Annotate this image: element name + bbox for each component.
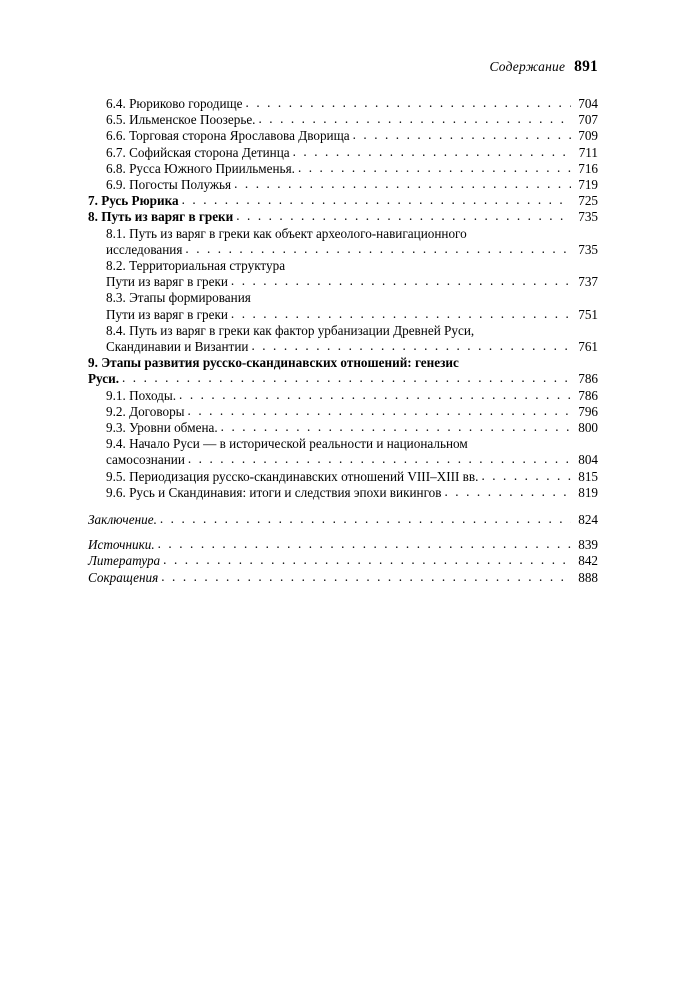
toc-entry-page-number: 815 — [578, 468, 598, 484]
toc-entry-label: Скандинавии и Византии — [106, 339, 249, 355]
toc-entry-line-final — [106, 339, 598, 355]
toc-entry-line-final — [106, 485, 598, 501]
dot-leader — [246, 95, 571, 111]
toc-entry-label: Пути из варяг в греки — [106, 274, 228, 290]
toc-entry-label: 8.2. Территориальная структура — [106, 258, 286, 274]
toc-entry-label: 9.2. Договоры — [106, 403, 185, 419]
toc-entry-label: 6.8. Русса Южного Приильменья. — [106, 160, 295, 176]
toc-entry-line-final — [106, 452, 598, 468]
toc-entry-label: 9.6. Русь и Скандинавия: итоги и следствия эпохи викингов — [106, 484, 442, 500]
toc-entry-page-number: 709 — [578, 128, 598, 144]
toc-entry[interactable] — [88, 537, 598, 553]
toc-entry[interactable] — [106, 128, 598, 144]
toc-entry-line-final — [106, 420, 598, 436]
dot-leader — [158, 536, 571, 552]
dot-leader — [258, 111, 571, 127]
toc-entry-line-final — [106, 177, 598, 193]
toc-entry-page-number: 786 — [578, 387, 598, 403]
toc-entry-label: исследования — [106, 241, 183, 257]
toc-entry-line-final — [106, 161, 598, 177]
toc-entry[interactable] — [106, 436, 598, 468]
toc-entry-line-final — [106, 388, 598, 404]
toc-entry-page-number: 842 — [578, 553, 598, 569]
dot-leader — [122, 370, 571, 386]
toc-entry-line-final — [106, 274, 598, 290]
dot-leader — [221, 419, 571, 435]
dot-leader — [188, 403, 571, 419]
toc-entry-label: Заключение. — [88, 512, 157, 528]
toc-entry-line-final — [106, 96, 598, 112]
toc-entry-label: 6.4. Рюриково городище — [106, 96, 243, 111]
toc-entry[interactable] — [106, 485, 598, 501]
toc-entry-page-number: 735 — [578, 241, 598, 257]
running-head-page-number: 891 — [574, 58, 598, 75]
dot-leader — [236, 208, 571, 224]
toc-entry[interactable] — [106, 420, 598, 436]
toc-entry-label: 6.9. Погосты Полужья — [106, 177, 232, 193]
toc-entry-label: 8.4. Путь из варяг в греки как фактор урбанизации Древней Руси, — [106, 322, 475, 338]
toc-entry-label: Руси. — [88, 371, 119, 387]
dot-leader — [160, 511, 571, 527]
dot-leader — [481, 468, 571, 484]
toc-entry-line-final — [88, 512, 598, 528]
toc-entry-page-number: 786 — [578, 371, 598, 387]
toc-entry-page-number: 804 — [578, 452, 598, 468]
toc-entry-line-final — [88, 209, 598, 225]
toc-entry-label: 8.1. Путь из варяг в греки как объект археолого-навигационного — [106, 225, 467, 241]
toc-entry[interactable] — [106, 323, 598, 355]
running-head — [88, 58, 598, 76]
toc-entry-line-final — [88, 371, 598, 387]
toc-entry-page-number: 888 — [578, 569, 598, 585]
dot-leader — [161, 569, 571, 585]
toc-entry-page-number: 819 — [578, 484, 598, 500]
toc-entry-line-final — [106, 112, 598, 128]
toc-entry-label: 9.3. Уровни обмена. — [106, 420, 218, 436]
toc-entry-page-number: 719 — [578, 177, 598, 193]
dot-leader — [231, 273, 571, 289]
toc-entry-label: 9.4. Начало Руси — в исторической реальности и национальном — [106, 436, 468, 452]
toc-entry-label: Источники. — [88, 537, 155, 553]
dot-leader — [179, 387, 571, 403]
toc-entry-page-number: 796 — [578, 403, 598, 419]
toc-entry-page-number: 761 — [578, 339, 598, 355]
dot-leader — [163, 552, 571, 568]
toc-entry-page-number: 711 — [578, 144, 598, 160]
toc-entry-label: 8.3. Этапы формирования — [106, 290, 251, 306]
dot-leader — [231, 306, 571, 322]
toc-entry-page-number: 707 — [578, 112, 598, 128]
dot-leader — [234, 176, 571, 192]
running-head-title: Содержание — [489, 59, 566, 74]
toc-entry[interactable] — [88, 570, 598, 586]
toc-entry-line-final — [106, 242, 598, 258]
toc-entry-label: Пути из варяг в греки — [106, 306, 228, 322]
toc-entry-label: 6.7. Софийская сторона Детинца — [106, 144, 290, 160]
dot-leader — [251, 338, 571, 354]
toc-entry-line — [106, 436, 598, 452]
toc-entry-line-final — [106, 307, 598, 323]
toc-entry[interactable] — [106, 388, 598, 404]
toc-entry[interactable] — [88, 193, 598, 209]
toc-entry-line — [88, 355, 598, 371]
toc-entry-page-number: 800 — [578, 420, 598, 436]
toc-entry[interactable] — [106, 290, 598, 322]
toc-entry-label: Литература — [88, 553, 161, 569]
toc-entry-label: 9.1. Походы. — [106, 387, 177, 403]
toc-entry-page-number: 839 — [578, 537, 598, 553]
toc-entry-label: 8. Путь из варяг в греки — [88, 209, 234, 225]
toc-entry-page-number: 751 — [578, 306, 598, 322]
toc-entry-page-number: 725 — [578, 193, 598, 209]
toc-entry[interactable] — [106, 96, 598, 112]
toc-entry[interactable] — [106, 469, 598, 485]
toc-entry-line-final — [106, 404, 598, 420]
dot-leader — [182, 192, 571, 208]
toc-entry-label: Сокращения — [88, 569, 159, 585]
toc-entry[interactable] — [88, 355, 598, 387]
toc-entry-line-final — [88, 537, 598, 553]
toc-entry-page-number: 824 — [578, 512, 598, 528]
dot-leader — [445, 484, 571, 500]
toc-entry-page-number: 735 — [578, 209, 598, 225]
toc-entry-label: 7. Русь Рюрика — [88, 193, 179, 209]
toc-entry[interactable] — [88, 209, 598, 225]
toc-entry[interactable] — [106, 404, 598, 420]
toc-entry[interactable] — [88, 553, 598, 569]
toc-entry-line-final — [106, 145, 598, 161]
table-of-contents — [88, 96, 598, 586]
toc-entry[interactable] — [106, 226, 598, 258]
toc-entry[interactable] — [106, 258, 598, 290]
toc-entry[interactable] — [106, 161, 598, 177]
toc-entry-line — [106, 258, 598, 274]
toc-entry-line-final — [88, 553, 598, 569]
toc-entry[interactable] — [106, 145, 598, 161]
toc-entry[interactable] — [88, 512, 598, 528]
toc-entry-label: 9. Этапы развития русско-скандинавских отношений: генезис — [88, 355, 459, 371]
toc-entry-line-final — [106, 128, 598, 144]
dot-leader — [293, 144, 571, 160]
dot-leader — [188, 451, 571, 467]
toc-entry-line — [106, 226, 598, 242]
toc-entry-page-number: 716 — [578, 160, 598, 176]
dot-leader — [185, 241, 571, 257]
toc-entry-line — [106, 323, 598, 339]
toc-entry-page-number: 704 — [578, 96, 598, 111]
dot-leader — [353, 127, 571, 143]
toc-entry-label: 6.6. Торговая сторона Ярославова Дворища — [106, 128, 350, 144]
toc-entry-line-final — [106, 469, 598, 485]
toc-entry-line-final — [88, 193, 598, 209]
toc-entry-page-number: 737 — [578, 274, 598, 290]
toc-entry-line — [106, 290, 598, 306]
toc-entry[interactable] — [106, 112, 598, 128]
toc-entry[interactable] — [106, 177, 598, 193]
dot-leader — [298, 160, 571, 176]
toc-entry-label: самосознании — [106, 452, 185, 468]
toc-entry-label: 6.5. Ильменское Поозерье. — [106, 112, 256, 128]
toc-entry-label: 9.5. Периодизация русско-скандинавских отношений VIII–XIII вв. — [106, 468, 479, 484]
toc-entry-line-final — [88, 570, 598, 586]
